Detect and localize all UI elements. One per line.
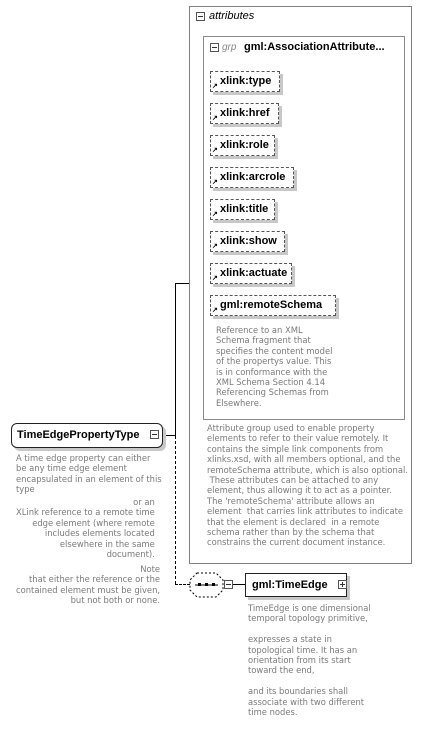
root-documentation-part-1: A time edge property can either be any time edge element encapsulated in an element of this type [16,453,162,495]
attribute-label: xlink:type [220,75,272,87]
attribute-xlink-role[interactable] [210,135,275,156]
connector-line [175,283,176,435]
connector-line [233,584,245,585]
optional-connector [175,584,190,585]
reference-arrow-icon: ↗ [212,147,218,154]
attribute-label: xlink:role [220,139,269,151]
collapse-sequence-icon[interactable] [224,580,233,589]
attribute-xlink-actuate[interactable] [210,263,292,284]
reference-arrow-icon: ↗ [212,307,218,314]
attribute-xlink-show[interactable] [210,231,285,252]
attribute-label: xlink:arcrole [220,171,286,183]
sequence-compositor-icon[interactable] [189,572,225,598]
root-documentation-part-2: or an XLink reference to a remote time edge element (where remote includes elements located elsewhere in the same document). [16,497,155,560]
attribute-group-documentation: Attribute group used to enable property elements to refer to their value remotely. It contains the simple link components from xlinks.xsd, with all members optional, and the remoteSchema attribute, which is also optional. These attributes can be attached to any element, thus allowing it to act as a pointer. The 'remoteSchema' attribute allows an element that carries link attributes to indicate that the element is declared in a remote schema rather than by the schema that constrains the current document instance. [207,423,408,548]
reference-arrow-icon: ↗ [212,179,218,186]
attribute-label: xlink:actuate [220,267,288,279]
time-edge-documentation: TimeEdge is one dimensional temporal topology primitive, expresses a state in topological time. It has an orientation from its start toward the end, and its boundaries shall associate with two different time nodes. [248,603,371,718]
connector-line [175,283,189,284]
attribute-xlink-arcrole[interactable] [210,167,294,188]
attribute-xlink-href[interactable] [210,103,279,124]
reference-arrow-icon: ↗ [212,83,218,90]
group-prefix: grp [222,42,237,53]
attribute-gml-remoteschema[interactable] [210,295,336,316]
attribute-xlink-type[interactable] [210,71,280,92]
reference-arrow-icon: ↗ [212,275,218,282]
collapse-root-icon[interactable] [150,430,159,439]
expand-time-edge-icon[interactable] [338,580,347,589]
attribute-xlink-title[interactable] [210,199,275,220]
attribute-label: xlink:title [220,203,269,215]
collapse-group-icon[interactable] [210,43,219,52]
optional-connector [175,436,176,584]
attributes-title: attributes [209,10,255,22]
reference-arrow-icon: ↗ [212,115,218,122]
attribute-label: xlink:href [220,107,270,119]
reference-arrow-icon: ↗ [212,211,218,218]
collapse-attributes-icon[interactable] [196,12,205,21]
attribute-label: xlink:show [220,235,277,247]
time-edge-element[interactable] [245,573,347,597]
time-edge-name: gml:TimeEdge [252,579,328,591]
attribute-label: gml:remoteSchema [220,299,323,311]
reference-arrow-icon: ↗ [212,243,218,250]
root-type-name: TimeEdgePropertyType [17,429,140,441]
group-name: gml:AssociationAttribute... [244,41,385,53]
remote-schema-documentation: Reference to an XML Schema fragment that specifies the content model of the propertys value. This is in conformance with the XML Schema Section 4.14 Referencing Schemas from Elsewhere. [216,325,333,408]
root-type-element[interactable] [11,423,163,448]
root-documentation-part-3: Note that either the reference or the contained element must be given, but not both or none. [16,564,161,606]
